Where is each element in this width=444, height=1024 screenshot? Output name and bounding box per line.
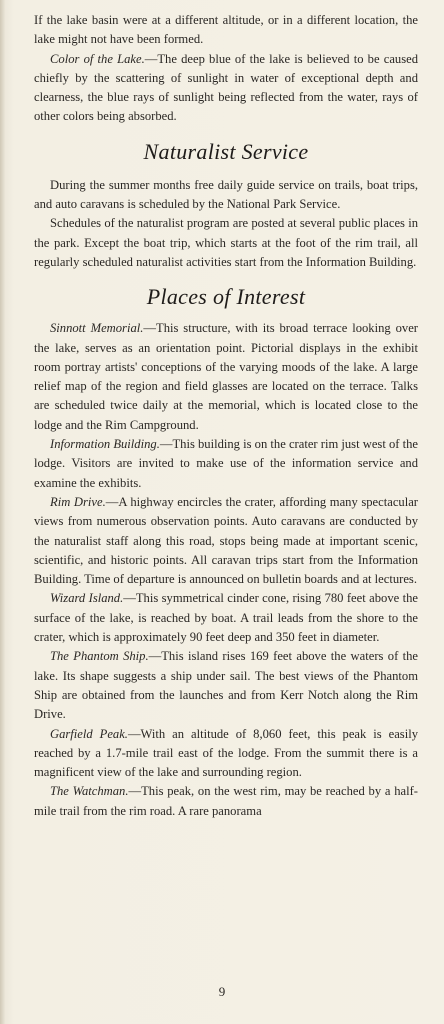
entry-rim-drive: [34, 493, 418, 589]
entry-body: —This building is on the crater rim just west of the lodge. Visitors are invited to make use of the information service and examine the exhibits.: [34, 437, 418, 490]
color-of-lake-paragraph: [34, 50, 418, 127]
entry-title: Rim Drive.: [50, 494, 106, 509]
places-of-interest-heading: Places of Interest: [146, 284, 306, 310]
entry-body: —This peak, on the west rim, may be reached by a half-mile trail from the rim road. A rare panorama: [34, 784, 418, 818]
naturalist-service-heading: Naturalist Service: [143, 138, 309, 164]
entry-wizard-island: [34, 589, 418, 647]
entry-body: —With an altitude of 8,060 feet, this peak is easily reached by a 1.7-mile trail east of the lodge. From the summit there is a magnificent view of the lake and surrounding region.: [34, 726, 418, 780]
entry-phantom-ship: [34, 647, 418, 724]
entry-sinnott-memorial: [34, 319, 418, 435]
page-spine-shadow: [0, 0, 5, 1024]
entry-the-watchman: [34, 782, 418, 821]
entry-title: The Watchman.: [50, 784, 129, 799]
entry-body: —This island rises 169 feet above the waters of the lake. Its shape suggests a ship under sail. The best views of the Phantom Ship are obtained from the launches and from Kerr Notch along the Rim Drive.: [34, 649, 419, 722]
entry-title: The Phantom Ship.: [50, 649, 149, 664]
color-of-lake-body: —The deep blue of the lake is believed to be caused chiefly by the scattering of sunlight in water of exceptional depth and clearness, the blue rays of sunlight being reflected from the water, rays of other colors being absorbed.: [34, 51, 419, 124]
entry-title: Garfield Peak.: [50, 726, 128, 741]
entry-title: Information Building.: [50, 437, 160, 452]
entry-title: Wizard Island.: [50, 591, 124, 606]
naturalist-paragraph-2: Schedules of the naturalist program are posted at several public places in the park. Except the boat trip, which starts at the foot of the rim trail, all regularly scheduled naturalist activities start from the Information Building.: [34, 216, 418, 269]
entry-body: —This symmetrical cinder cone, rising 780 feet above the surface of the lake, is reached by boat. A trail leads from the shore to the crater, which is approximately 90 feet deep and 350 feet in diameter.: [34, 591, 418, 645]
entry-body: —A highway encircles the crater, affording many spectacular views from numerous observation points. Auto caravans are conducted by the naturalist staff along this road, stops being made at important scenic, scientific, and historic points. All caravan trips start from the Information Building. Time of departure is announced on bulletin boards and at lectures.: [34, 494, 418, 587]
page-number: 9: [218, 984, 226, 999]
entry-garfield-peak: [34, 725, 418, 783]
entry-title: Sinnott Memorial.: [50, 321, 144, 336]
intro-paragraph: If the lake basin were at a different altitude, or in a different location, the lake might not have been formed.: [34, 13, 418, 47]
naturalist-paragraph-1: During the summer months free daily guide service on trails, boat trips, and auto caravans is scheduled by the National Park Service.: [34, 177, 418, 212]
entry-body: —This structure, with its broad terrace looking over the lake, serves as an orientation point. Pictorial displays in the exhibit room portray artists' conceptions of the varying moods of the lake. A large relief map of the region and field glasses are located on the terrace. Talks are scheduled twice daily at the memorial, which is located close to the lodge and the Rim Campground.: [34, 321, 418, 432]
entry-information-building: [34, 435, 418, 493]
color-of-lake-title: Color of the Lake.: [50, 51, 145, 66]
